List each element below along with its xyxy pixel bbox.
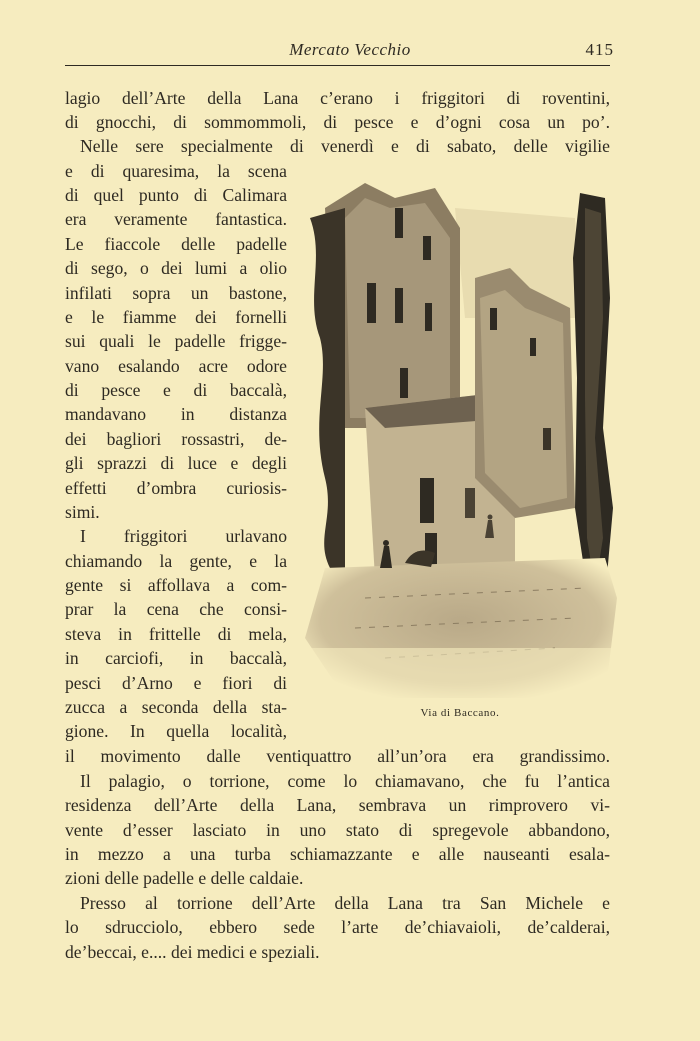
text-line: gli sprazzi di luce e degli (65, 453, 287, 473)
text-line: effetti d’ombra curiosis- (65, 478, 287, 498)
text-line: de’beccai, e.... dei medici e speziali. (65, 942, 320, 962)
text-line: in carciofi, in baccalà, (65, 648, 287, 668)
text-line: chiamando la gente, e la (65, 551, 287, 571)
text-line: e le fiamme dei fornelli (65, 307, 287, 327)
text-line: gente si affollava a com- (65, 575, 287, 595)
text-line: di gnocchi, di sommommoli, di pesce e d’ogni cosa un po’. (65, 112, 610, 132)
text-line: di quel punto di Calimara (65, 185, 287, 205)
text-line: lo sdrucciolo, ebbero sede l’arte de’chiavaioli, de’calderai, (65, 917, 610, 937)
text-line: zioni delle padelle e delle caldaie. (65, 868, 304, 888)
text-line: Presso al torrione dell’Arte della Lana tra San Michele e (80, 893, 610, 913)
text-line: sui quali le padelle frigge- (65, 331, 287, 351)
text-line: Nelle sere specialmente di venerdì e di sabato, delle vigilie (80, 136, 610, 156)
text-line: prar la cena che consi- (65, 599, 287, 619)
text-line: Il palagio, o torrione, come lo chiamavano, che fu l’antica (80, 771, 610, 791)
text-line: zucca a seconda della sta- (65, 697, 287, 717)
text-line: vano esalando acre odore (65, 356, 287, 376)
text-line: vente d’esser lasciato in uno stato di spregevole abbandono, (65, 820, 610, 840)
running-title: Mercato Vecchio (289, 40, 411, 59)
text-line: pesci d’Arno e fiori di (65, 673, 287, 693)
text-line: e di quaresima, la scena (65, 161, 287, 181)
text-line: residenza dell’Arte della Lana, sembrava un rimprovero vi- (65, 795, 610, 815)
text-line: in mezzo a una turba schiamazzante e alle nauseanti esala- (65, 844, 610, 864)
text-line: il movimento dalle ventiquattro all’un’ora era grandissimo. (65, 746, 610, 766)
text-line: di pesce e di baccalà, (65, 380, 287, 400)
text-line: era veramente fantastica. (65, 209, 287, 229)
text-line: I friggitori urlavano (80, 526, 287, 546)
header-rule (65, 65, 610, 66)
text-line: mandavano in distanza (65, 404, 287, 424)
text-line: steva in frittelle di mela, (65, 624, 287, 644)
text-line: infilati sopra un bastone, (65, 283, 287, 303)
illustration-caption: Via di Baccano. (420, 707, 500, 719)
text-line: dei bagliori rossastri, de- (65, 429, 287, 449)
text-line: gione. In quella località, (65, 721, 287, 741)
text-line: Le fiaccole delle padelle (65, 234, 287, 254)
text-line: di sego, o dei lumi a olio (65, 258, 287, 278)
street-illustration (305, 178, 617, 698)
page-number: 415 (585, 40, 614, 59)
text-line: lagio dell’Arte della Lana c’erano i friggitori di roventini, (65, 88, 610, 108)
text-line: simi. (65, 502, 100, 522)
